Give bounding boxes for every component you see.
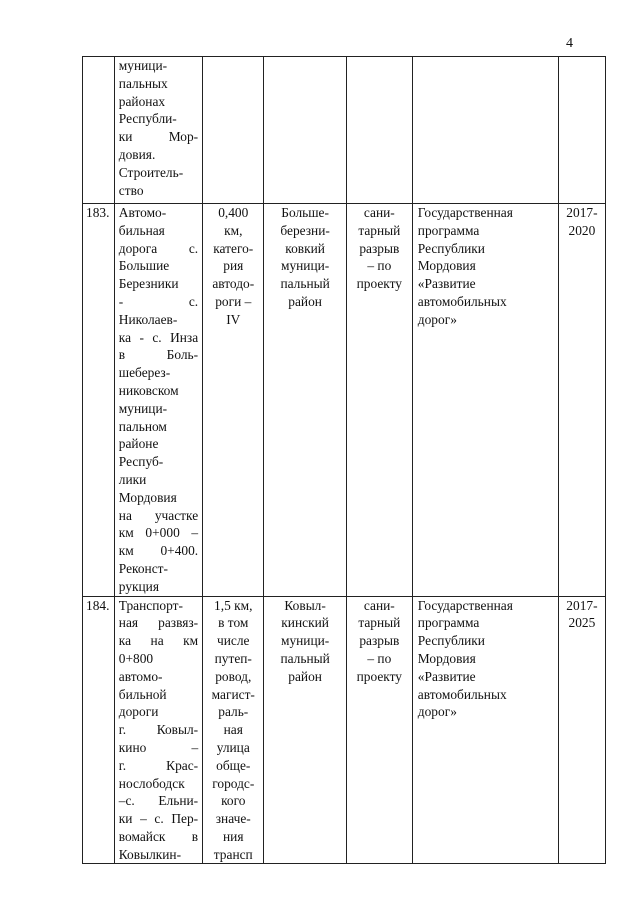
parameters-cell xyxy=(203,57,264,204)
text-line: ковкий xyxy=(285,240,325,256)
text-line: Больше- xyxy=(281,205,329,220)
parameters-cell xyxy=(203,596,264,864)
text-line: район xyxy=(288,668,322,684)
text-line: Республи- xyxy=(118,111,177,127)
text-line: Мордовия xyxy=(417,258,476,274)
text-line: кинский xyxy=(281,615,329,631)
text-line: автодо- xyxy=(212,276,255,292)
object-name-cell xyxy=(114,204,202,597)
text-line: район xyxy=(288,293,322,309)
text-line: дороги xyxy=(118,704,159,720)
text-line: – по xyxy=(367,650,392,666)
text-line: ка - с. Инза xyxy=(118,329,199,345)
text-line: Николаев- xyxy=(118,311,178,327)
text-line: муници- xyxy=(118,400,168,416)
text-line: довия. xyxy=(118,146,156,162)
text-line: «Развитие xyxy=(417,276,476,292)
text-line: дорог» xyxy=(417,704,457,720)
text-line: км 0+400. xyxy=(118,543,199,559)
years-cell xyxy=(558,596,605,864)
zone-cell xyxy=(346,596,412,864)
text-line: тарный xyxy=(358,615,401,631)
text-line: 0+800 xyxy=(118,650,154,666)
text-line: лики xyxy=(118,471,147,487)
text-line: разрыв xyxy=(359,633,400,649)
text-line: 2020 xyxy=(568,222,596,238)
text-line: катего- xyxy=(213,240,254,256)
text-line: рукция xyxy=(118,578,160,594)
text-line: Транспорт- xyxy=(118,597,183,613)
text-line: км, xyxy=(224,222,243,238)
text-line: в том xyxy=(218,615,249,631)
text-line: городс- xyxy=(212,775,255,791)
text-line: программа xyxy=(417,615,480,631)
years-cell xyxy=(558,57,605,204)
text-line: бильная xyxy=(118,222,165,238)
text-line: пальный xyxy=(280,276,330,292)
text-line: Реконст- xyxy=(118,560,168,576)
text-line: магист- xyxy=(211,686,255,702)
text-line: роги – xyxy=(215,293,252,309)
text-line: Березники xyxy=(118,276,179,292)
parameters-cell xyxy=(203,204,264,597)
text-line: 1,5 км, xyxy=(214,597,253,613)
text-line: пальном xyxy=(118,418,167,434)
text-line: трансп xyxy=(213,846,253,862)
location-cell xyxy=(264,57,346,204)
text-line: автомобильных xyxy=(417,293,507,309)
text-line: 2025 xyxy=(568,615,596,631)
text-line: 0,400 xyxy=(218,205,249,220)
text-line: Автомо- xyxy=(118,205,167,220)
text-line: на участке xyxy=(118,507,199,523)
text-line: вомайск в xyxy=(118,828,199,844)
location-cell xyxy=(264,204,346,597)
text-line: рия xyxy=(223,258,244,274)
text-line: г. Ковыл- xyxy=(118,722,199,738)
text-line: кого xyxy=(221,793,246,809)
zone-cell xyxy=(346,57,412,204)
text-line: ки – с. Пер- xyxy=(118,811,199,827)
text-line: Республики xyxy=(417,633,485,649)
text-line: муници- xyxy=(280,633,330,649)
text-line: Строитель- xyxy=(118,164,184,180)
text-line: проекту xyxy=(356,668,402,684)
text-line: никовском xyxy=(118,382,179,398)
location-cell xyxy=(264,596,346,864)
text-line: в Боль- xyxy=(118,347,199,363)
text-line: Большие xyxy=(118,258,170,274)
row-number-cell xyxy=(83,57,115,204)
object-name-cell xyxy=(114,596,202,864)
text-line: км 0+000 – xyxy=(118,525,199,541)
text-line: Республики xyxy=(417,240,485,256)
text-line: автомобильных xyxy=(417,686,507,702)
text-line: районах xyxy=(118,93,166,109)
table-row xyxy=(83,57,606,204)
text-line: муници- xyxy=(118,58,168,73)
text-line: пальный xyxy=(280,650,330,666)
objects-table xyxy=(82,56,606,864)
text-line: сани- xyxy=(363,205,395,220)
text-line: ная xyxy=(223,722,243,738)
text-line: березни- xyxy=(280,222,330,238)
page-number: 4 xyxy=(566,36,573,51)
row-number-cell: 184. xyxy=(83,596,115,864)
row-number-cell: 183. xyxy=(83,204,115,597)
text-line: ния xyxy=(223,828,244,844)
text-line: программа xyxy=(417,222,480,238)
text-line: ка на км xyxy=(118,633,199,649)
text-line: Респуб- xyxy=(118,454,164,470)
text-line: разрыв xyxy=(359,240,400,256)
text-line: Мордовия xyxy=(118,489,177,505)
text-line: Ковыл- xyxy=(284,597,326,613)
years-cell xyxy=(558,204,605,597)
text-line: –с. Ельни- xyxy=(118,793,199,809)
text-line: тарный xyxy=(358,222,401,238)
text-line: дорога с. xyxy=(118,240,199,256)
text-line: «Развитие xyxy=(417,668,476,684)
text-line: – по xyxy=(367,258,392,274)
text-line: бильной xyxy=(118,686,167,702)
text-line: нослободск xyxy=(118,775,185,791)
zone-cell xyxy=(346,204,412,597)
text-line: Ковылкин- xyxy=(118,846,182,862)
text-line: раль- xyxy=(218,704,249,720)
text-line: 2017- xyxy=(566,205,598,220)
text-line: районе xyxy=(118,436,159,452)
source-cell xyxy=(412,204,558,597)
table-row xyxy=(83,596,606,864)
text-line: Государственная xyxy=(417,597,513,613)
text-line: обще- xyxy=(216,757,251,773)
text-line: значе- xyxy=(215,811,251,827)
table-row xyxy=(83,204,606,597)
text-line: сани- xyxy=(363,597,395,613)
text-line: шеберез- xyxy=(118,365,171,381)
text-line: кино – xyxy=(118,739,199,755)
source-cell xyxy=(412,57,558,204)
text-line: автомо- xyxy=(118,668,163,684)
text-line: IV xyxy=(226,311,241,327)
text-line: путеп- xyxy=(214,650,252,666)
text-line: муници- xyxy=(280,258,330,274)
text-line: числе xyxy=(217,633,250,649)
text-line: ная развяз- xyxy=(118,615,199,631)
text-line: ровод, xyxy=(215,668,252,684)
text-line: Мордовия xyxy=(417,650,476,666)
text-line: ство xyxy=(118,182,144,198)
text-line: ки Мор- xyxy=(118,129,199,145)
text-line: дорог» xyxy=(417,311,457,327)
text-line: улица xyxy=(216,739,250,755)
object-name-cell xyxy=(114,57,202,204)
text-line: проекту xyxy=(356,276,402,292)
source-cell xyxy=(412,596,558,864)
text-line: пальных xyxy=(118,75,168,91)
text-line: г. Крас- xyxy=(118,757,199,773)
text-line: 2017- xyxy=(566,597,598,613)
text-line: Государственная xyxy=(417,205,513,220)
text-line: - с. xyxy=(118,293,199,309)
